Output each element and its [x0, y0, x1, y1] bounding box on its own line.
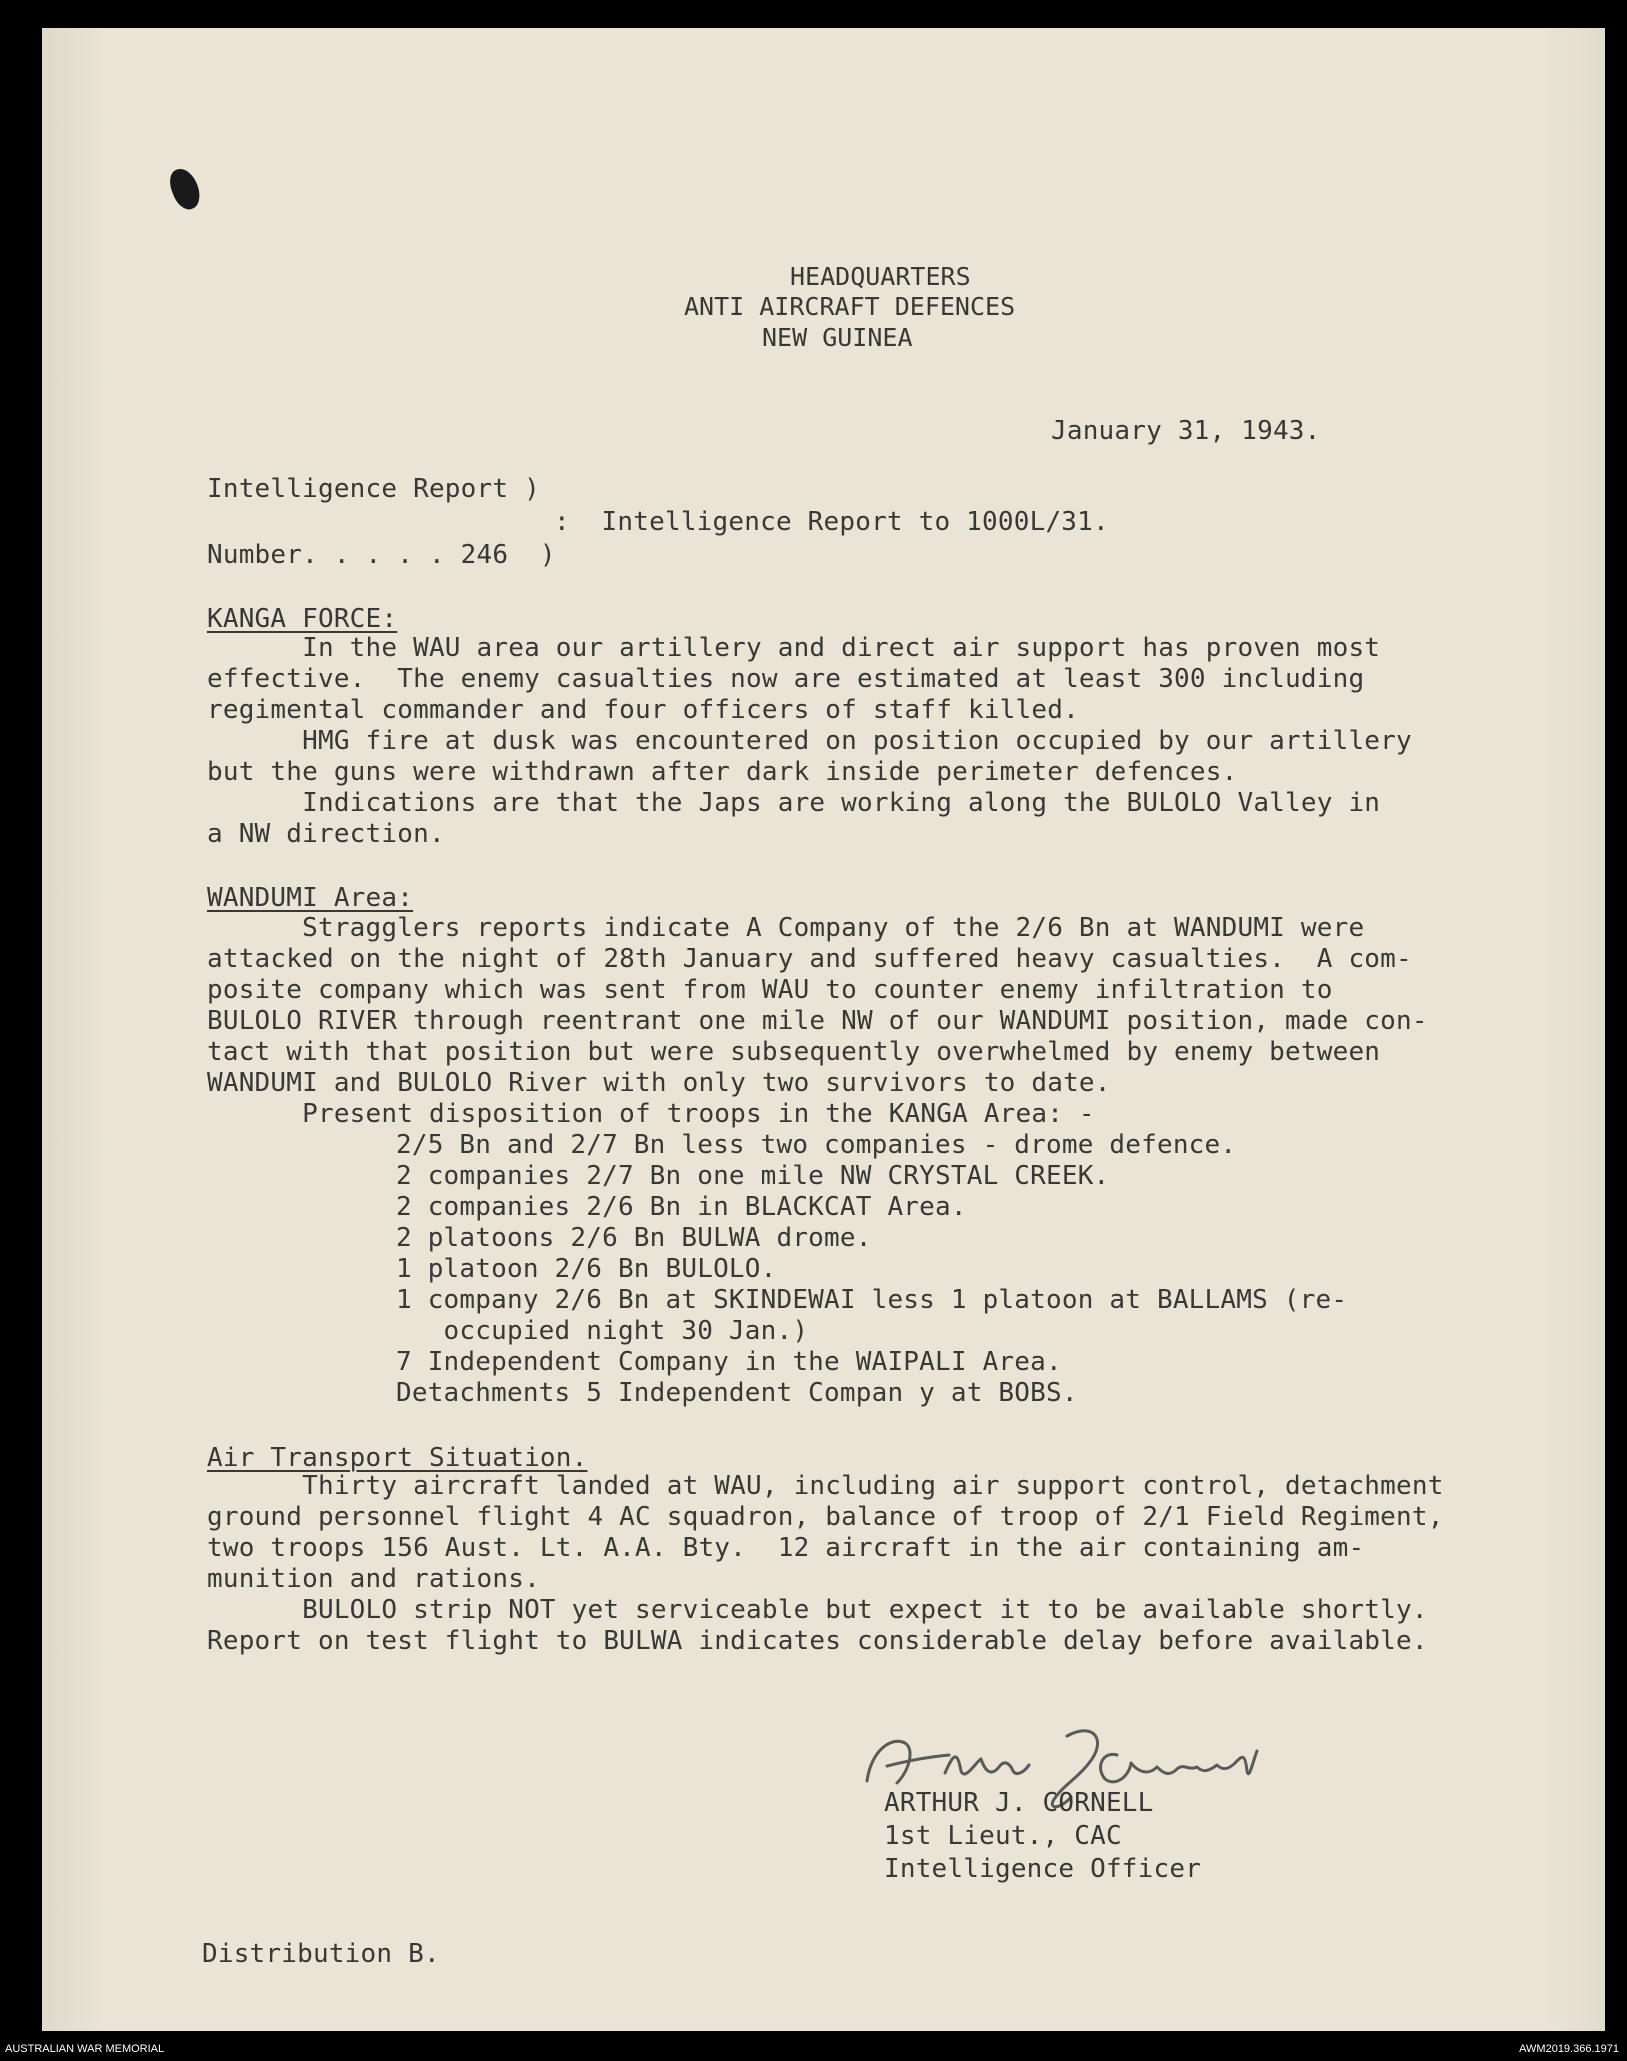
- distribution-note: Distribution B.: [202, 1939, 440, 1969]
- kanga-line: Indications are that the Japs are working along the BULOLO Valley in: [207, 788, 1381, 818]
- signer-name: ARTHUR J. CORNELL: [884, 1788, 1154, 1818]
- footer-accession-number: AWM2019.366.1971: [1519, 2043, 1619, 2055]
- disposition-item: 1 company 2/6 Bn at SKINDEWAI less 1 platoon at BALLAMS (re-: [396, 1285, 1348, 1315]
- air-line: Thirty aircraft landed at WAU, including air support control, detachment: [207, 1471, 1444, 1501]
- document-page: [42, 28, 1605, 2031]
- air-line: ground personnel flight 4 AC squadron, balance of troop of 2/1 Field Regiment,: [207, 1502, 1444, 1532]
- wandumi-line: Present disposition of troops in the KANGA Area: -: [207, 1099, 1095, 1129]
- kanga-line: a NW direction.: [207, 819, 445, 849]
- disposition-item: 2/5 Bn and 2/7 Bn less two companies - drome defence.: [396, 1130, 1237, 1160]
- air-line: munition and rations.: [207, 1564, 540, 1594]
- reference-number: Number. . . . . 246 ): [207, 540, 556, 570]
- signer-rank: 1st Lieut., CAC: [884, 1821, 1122, 1851]
- disposition-item: 2 companies 2/6 Bn in BLACKCAT Area.: [396, 1192, 967, 1222]
- kanga-line: HMG fire at dusk was encountered on position occupied by our artillery: [207, 726, 1412, 756]
- wandumi-line: posite company which was sent from WAU to counter enemy infiltration to: [207, 975, 1333, 1005]
- header-line-1: HEADQUARTERS: [790, 262, 971, 291]
- air-line: Report on test flight to BULWA indicates considerable delay before available.: [207, 1626, 1428, 1656]
- air-line: two troops 156 Aust. Lt. A.A. Bty. 12 aircraft in the air containing am-: [207, 1533, 1365, 1563]
- wandumi-line: BULOLO RIVER through reentrant one mile NW of our WANDUMI position, made con-: [207, 1006, 1428, 1036]
- disposition-item: 7 Independent Company in the WAIPALI Area.: [396, 1347, 1062, 1377]
- air-line: BULOLO strip NOT yet serviceable but expect it to be available shortly.: [207, 1595, 1428, 1625]
- wandumi-line: Stragglers reports indicate A Company of the 2/6 Bn at WANDUMI were: [207, 913, 1365, 943]
- header-line-2: ANTI AIRCRAFT DEFENCES: [684, 292, 1016, 321]
- kanga-force-heading: KANGA FORCE:: [207, 604, 398, 634]
- wandumi-line: attacked on the night of 28th January and suffered heavy casualties. A com-: [207, 944, 1412, 974]
- disposition-item: 2 platoons 2/6 Bn BULWA drome.: [396, 1223, 872, 1253]
- reference-line-1: Intelligence Report ): [207, 474, 540, 504]
- kanga-line: effective. The enemy casualties now are estimated at least 300 including: [207, 664, 1365, 694]
- wandumi-heading: WANDUMI Area:: [207, 883, 414, 913]
- reference-subject: : Intelligence Report to 1000L/31.: [554, 507, 1109, 537]
- kanga-line: but the guns were withdrawn after dark inside perimeter defences.: [207, 757, 1238, 787]
- disposition-item: occupied night 30 Jan.): [396, 1316, 809, 1346]
- disposition-item: Detachments 5 Independent Compan y at BOBS.: [396, 1378, 1078, 1408]
- footer-source: AUSTRALIAN WAR MEMORIAL: [5, 2043, 165, 2055]
- air-transport-heading: Air Transport Situation.: [207, 1443, 588, 1473]
- wandumi-line: WANDUMI and BULOLO River with only two survivors to date.: [207, 1068, 1111, 1098]
- disposition-item: 1 platoon 2/6 Bn BULOLO.: [396, 1254, 777, 1284]
- document-date: January 31, 1943.: [1051, 416, 1321, 446]
- punch-hole: [166, 165, 205, 213]
- header-line-3: NEW GUINEA: [762, 323, 913, 352]
- wandumi-line: tact with that position but were subsequently overwhelmed by enemy between: [207, 1037, 1381, 1067]
- disposition-item: 2 companies 2/7 Bn one mile NW CRYSTAL CREEK.: [396, 1161, 1110, 1191]
- kanga-line: In the WAU area our artillery and direct air support has proven most: [207, 633, 1381, 663]
- kanga-line: regimental commander and four officers of staff killed.: [207, 695, 1079, 725]
- signer-title: Intelligence Officer: [884, 1854, 1202, 1884]
